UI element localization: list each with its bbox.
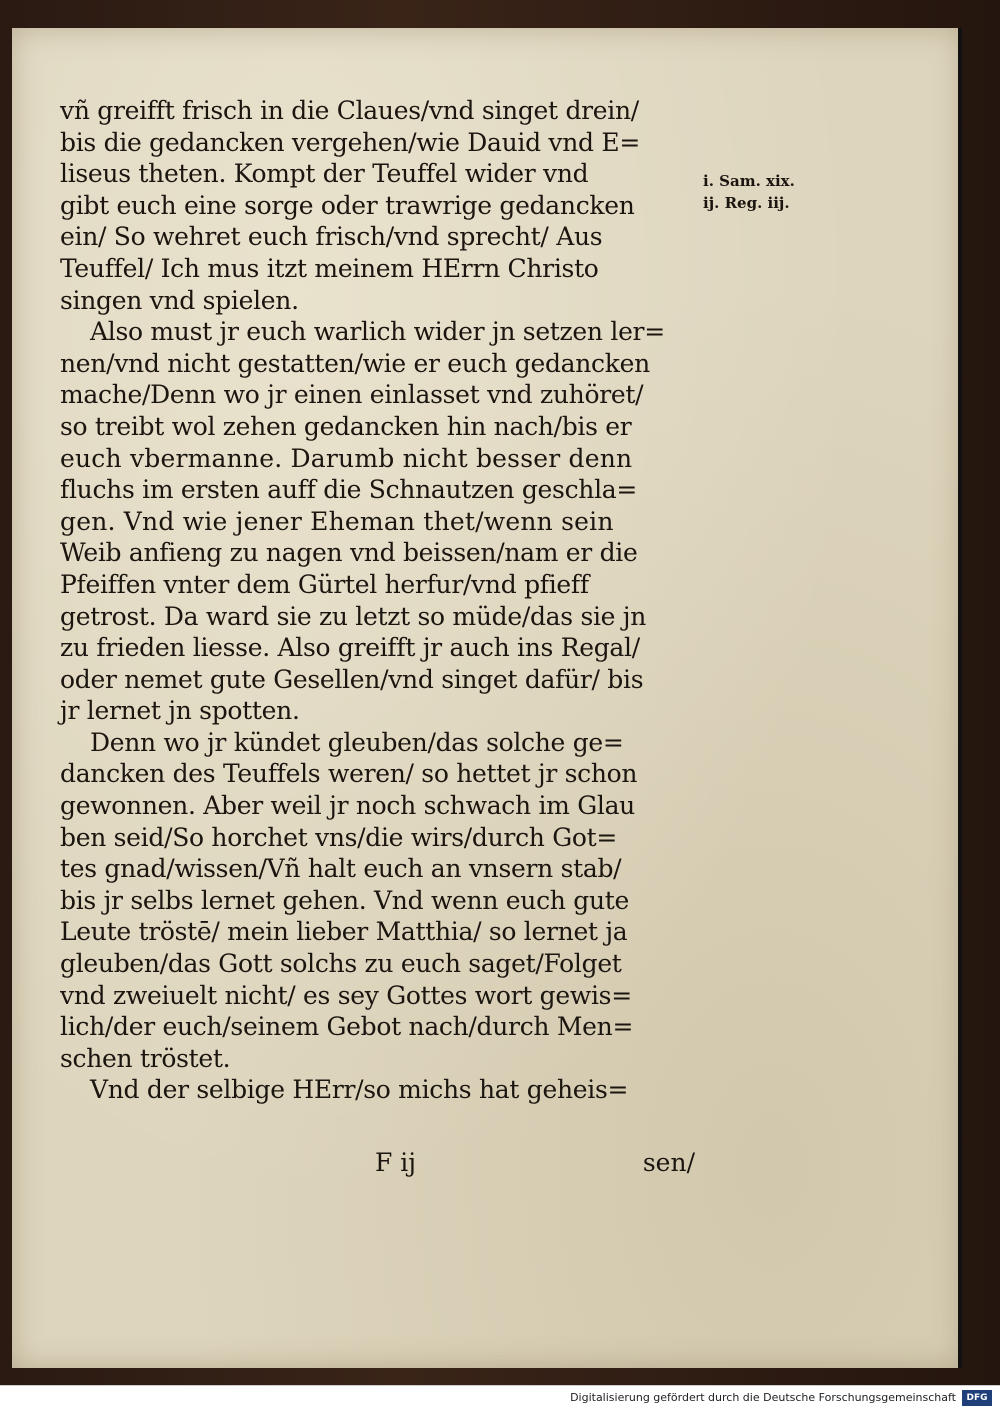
text-line: gewonnen. Aber weil jr noch schwach im Glau xyxy=(60,791,635,821)
text-line: so treibt wol zehen gedancken hin nach/bis er xyxy=(60,411,632,441)
text-line: fluchs im ersten auff die Schnautzen geschla= xyxy=(60,475,638,505)
text-line: vnd zweiuelt nicht/ es sey Gottes wort gewis= xyxy=(60,980,632,1010)
text-line: tes gnad/wissen/Vñ halt euch an vnsern stab/ xyxy=(60,854,622,884)
footer-bar xyxy=(0,1385,1000,1411)
funding-credit: Digitalisierung gefördert durch die Deutsche Forschungsgemeinschaft xyxy=(570,1391,956,1404)
text-line: zu frieden liesse. Also greifft jr auch ins Regal/ xyxy=(60,633,640,663)
paragraph-start-line: Denn wo jr kündet gleuben/das solche ge= xyxy=(90,727,624,757)
text-line: vñ greifft frisch in die Claues/vnd singet drein/ xyxy=(60,96,639,125)
text-line: Weib anfieng zu nagen vnd beissen/nam er die xyxy=(60,538,638,568)
text-line: liseus theten. Kompt der Teuffel wider vnd xyxy=(60,159,589,189)
paragraph-start-line: Also must jr euch warlich wider jn setzen ler= xyxy=(90,317,665,347)
paragraph-start-line: Vnd der selbige HErr/so michs hat geheis= xyxy=(90,1075,629,1105)
text-line: lich/der euch/seinem Gebot nach/durch Men= xyxy=(60,1012,634,1042)
text-line: ein/ So wehret euch frisch/vnd sprecht/ Aus xyxy=(60,222,603,252)
dfg-logo-text: DFG xyxy=(966,1393,988,1403)
text-line: getrost. Da ward sie zu letzt so müde/das sie jn xyxy=(60,601,647,631)
text-line: Leute tröstē/ mein lieber Matthia/ so lernet ja xyxy=(60,917,628,947)
text-line: bis die gedancken vergehen/wie Dauid vnd E= xyxy=(60,127,641,157)
text-line: bis jr selbs lernet gehen. Vnd wenn euch gute xyxy=(60,885,629,915)
text-line: jr lernet jn spotten. xyxy=(60,696,300,726)
text-line: nen/vnd nicht gestatten/wie er euch gedancken xyxy=(60,348,650,378)
signature-mark: F ij xyxy=(375,1148,417,1177)
marginal-notes xyxy=(703,170,833,214)
text-line: gibt euch eine sorge oder trawrige gedancken xyxy=(60,190,635,220)
marginal-note: i. Sam. xix. xyxy=(703,172,795,190)
text-line: ben seid/So horchet vns/die wirs/durch Got= xyxy=(60,822,618,852)
dfg-logo xyxy=(962,1390,992,1406)
text-line: Teuffel/ Ich mus itzt meinem HErrn Christo xyxy=(60,253,599,283)
text-line: dancken des Teuffels weren/ so hettet jr schon xyxy=(60,759,638,789)
text-line: oder nemet gute Gesellen/vnd singet dafür/ bis xyxy=(60,664,644,694)
page-edge-shadow xyxy=(958,28,962,1368)
text-line: mache/Denn wo jr einen einlasset vnd zuhöret/ xyxy=(60,380,644,410)
text-line: schen tröstet. xyxy=(60,1043,231,1073)
text-line: gleuben/das Gott solchs zu euch saget/Folget xyxy=(60,949,622,979)
catchword: sen/ xyxy=(642,1148,695,1177)
body-text xyxy=(60,95,705,1106)
text-line: gen. Vnd wie jener Eheman thet/wenn sein xyxy=(60,506,614,536)
text-line: singen vnd spielen. xyxy=(60,285,299,315)
marginal-note: ij. Reg. iij. xyxy=(703,194,790,212)
text-line: Pfeiffen vnter dem Gürtel herfur/vnd pfieff xyxy=(60,569,589,599)
text-line: euch vbermanne. Darumb nicht besser denn xyxy=(60,443,633,473)
page-foot xyxy=(60,1148,705,1182)
